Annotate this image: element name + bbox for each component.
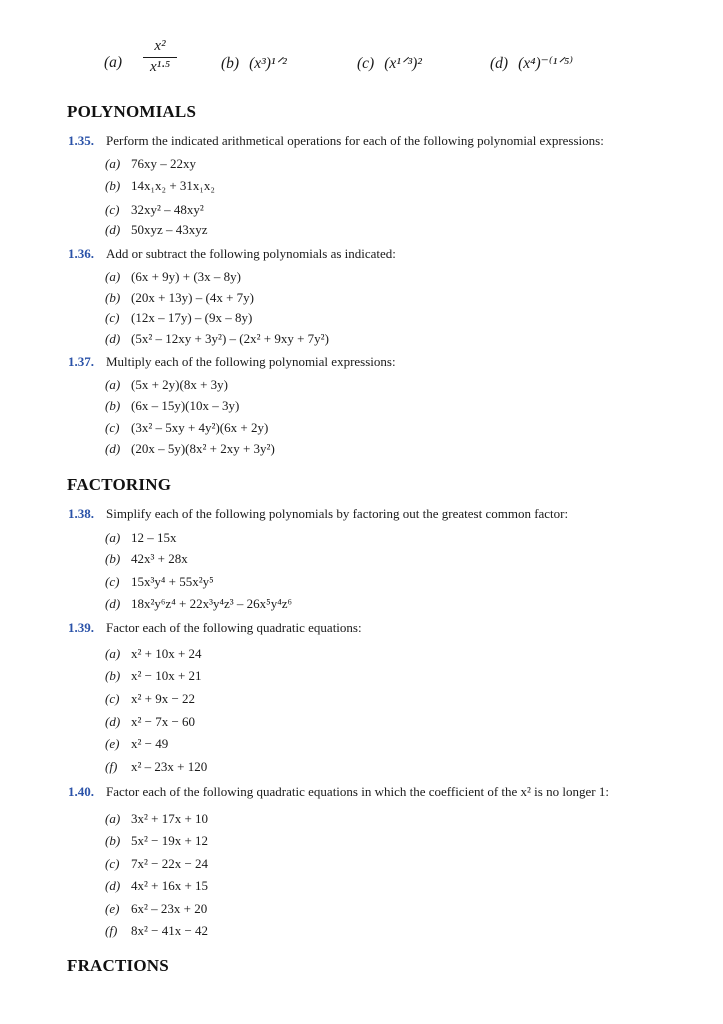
problem-number: 1.36. bbox=[68, 246, 94, 261]
problem-1-38 bbox=[68, 506, 568, 522]
problem-text: Perform the indicated arithmetical operations for each of the following polynomial expressions: bbox=[106, 133, 604, 148]
section-title-fractions: FRACTIONS bbox=[67, 956, 169, 975]
part-1-36-c: (c) (12x – 17y) – (9x – 8y) bbox=[105, 310, 253, 325]
problem-1-39 bbox=[68, 620, 362, 636]
part-1-37-b: (b) (6x – 15y)(10x – 3y) bbox=[105, 398, 240, 413]
part-1-37-c: (c) (3x² – 5xy + 4y²)(6x + 2y) bbox=[105, 420, 269, 435]
option-a-label: (a) bbox=[104, 54, 123, 71]
part-1-35-d: (d) 50xyz – 43xyz bbox=[105, 222, 208, 237]
part-1-37-d: (d) (20x – 5y)(8x² + 2xy + 3y²) bbox=[105, 441, 275, 456]
problem-number: 1.39. bbox=[68, 620, 94, 635]
problem-number: 1.37. bbox=[68, 354, 94, 369]
problem-text: Factor each of the following quadratic equations in which the coefficient of the x² is no longer 1: bbox=[106, 784, 609, 799]
part-1-35-c: (c) 32xy² – 48xy² bbox=[105, 202, 204, 217]
part-1-38-a: (a) 12 – 15x bbox=[105, 530, 177, 545]
problem-text: Multiply each of the following polynomial expressions: bbox=[106, 354, 396, 369]
fraction-numerator: x² bbox=[154, 38, 166, 54]
part-1-35-b: (b) 14x₁x₂ + 31x₁x₂ bbox=[105, 178, 215, 193]
problem-text: Add or subtract the following polynomials as indicated: bbox=[106, 246, 396, 261]
option-b: (b) (x³)¹ᐟ² bbox=[221, 55, 287, 72]
option-a-fraction bbox=[143, 38, 177, 76]
problem-number: 1.35. bbox=[68, 133, 94, 148]
part-1-39-c: (c) x² + 9x − 22 bbox=[105, 691, 196, 706]
part-1-39-f: (f) x² – 23x + 120 bbox=[105, 759, 208, 774]
exponent-options-row bbox=[0, 34, 723, 92]
part-1-39-d: (d) x² − 7x − 60 bbox=[105, 714, 196, 729]
option-d: (d) (x⁴)⁻⁽¹ᐟ⁵⁾ bbox=[490, 55, 574, 72]
part-1-39-a: (a) x² + 10x + 24 bbox=[105, 646, 202, 661]
part-1-40-b: (b) 5x² − 19x + 12 bbox=[105, 833, 209, 848]
problem-text: Factor each of the following quadratic equations: bbox=[106, 620, 362, 635]
problem-1-37 bbox=[68, 354, 396, 370]
part-1-40-a: (a) 3x² + 17x + 10 bbox=[105, 811, 209, 826]
part-1-36-d: (d) (5x² – 12xy + 3y²) – (2x² + 9xy + 7y²) bbox=[105, 331, 329, 346]
problem-1-35 bbox=[68, 133, 604, 149]
part-1-36-b: (b) (20x + 13y) – (4x + 7y) bbox=[105, 290, 254, 305]
fraction-denominator: x¹·⁵ bbox=[149, 59, 171, 75]
part-1-38-d: (d) 18x²y⁶z⁴ + 22x³y⁴z³ – 26x⁵y⁴z⁶ bbox=[105, 596, 293, 611]
part-1-40-f: (f) 8x² − 41x − 42 bbox=[105, 923, 209, 938]
part-1-39-b: (b) x² − 10x + 21 bbox=[105, 668, 202, 683]
part-1-38-c: (c) 15x³y⁴ + 55x²y⁵ bbox=[105, 574, 214, 589]
option-c: (c) (x¹ᐟ³)² bbox=[357, 55, 422, 72]
problem-1-36 bbox=[68, 246, 396, 262]
part-1-40-e: (e) 6x² – 23x + 20 bbox=[105, 901, 208, 916]
part-1-38-b: (b) 42x³ + 28x bbox=[105, 551, 188, 566]
part-1-35-a: (a) 76xy – 22xy bbox=[105, 156, 196, 171]
problem-number: 1.40. bbox=[68, 784, 94, 799]
problem-number: 1.38. bbox=[68, 506, 94, 521]
part-1-40-c: (c) 7x² − 22x − 24 bbox=[105, 856, 209, 871]
section-title-factoring: FACTORING bbox=[67, 475, 172, 494]
section-title-polynomials: POLYNOMIALS bbox=[67, 102, 197, 121]
part-1-37-a: (a) (5x + 2y)(8x + 3y) bbox=[105, 377, 228, 392]
part-1-39-e: (e) x² − 49 bbox=[105, 736, 169, 751]
part-1-36-a: (a) (6x + 9y) + (3x – 8y) bbox=[105, 269, 241, 284]
problem-text: Simplify each of the following polynomials by factoring out the greatest common factor: bbox=[106, 506, 569, 521]
problem-1-40 bbox=[68, 784, 609, 800]
part-1-40-d: (d) 4x² + 16x + 15 bbox=[105, 878, 209, 893]
